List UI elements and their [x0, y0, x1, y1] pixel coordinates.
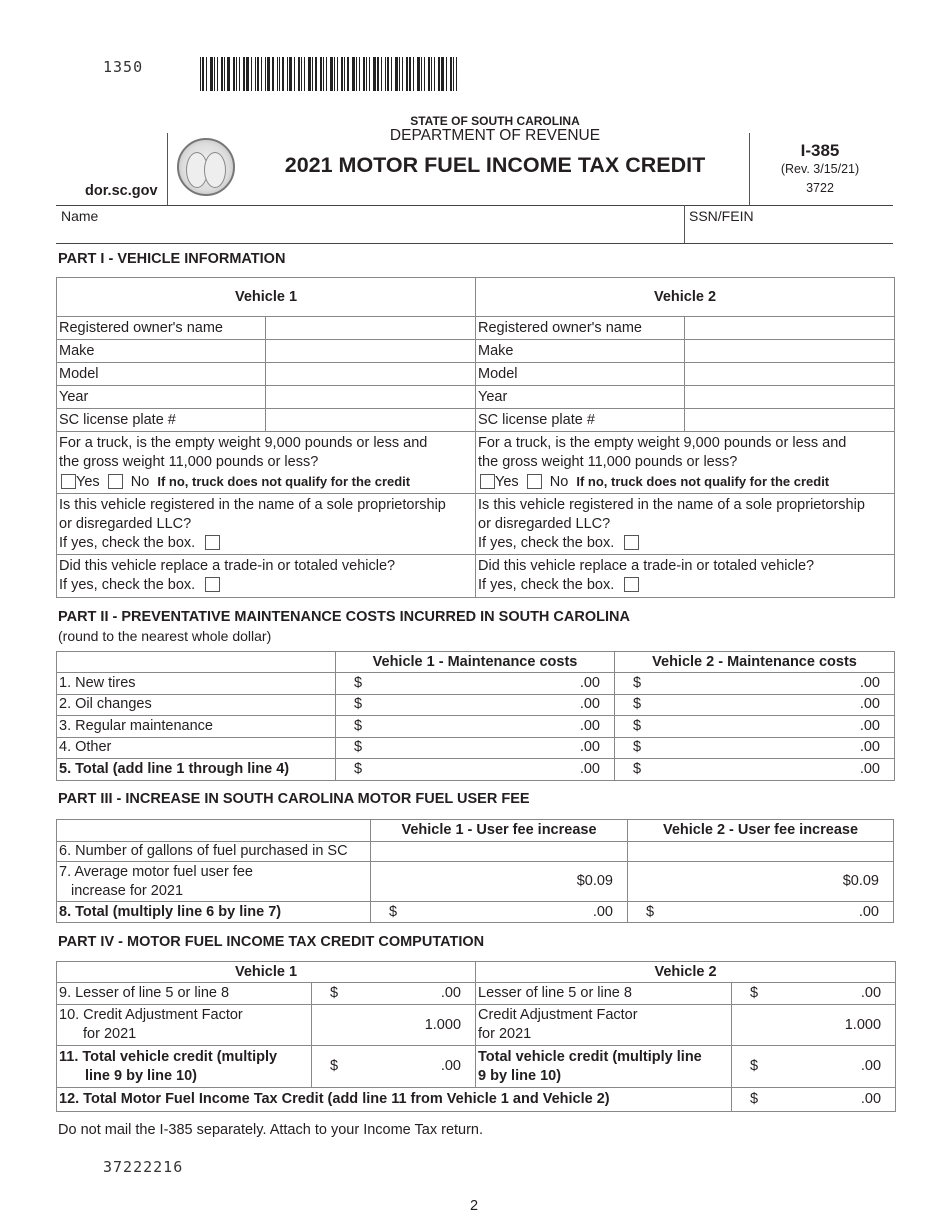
ocr-form-id: 1350 [103, 58, 144, 76]
row-label-line: increase for 2021 [71, 882, 184, 899]
currency-symbol: $ [750, 985, 759, 1001]
maintenance-table [56, 651, 895, 781]
question-text: Is this vehicle registered in the name of a sole proprietorship [59, 496, 446, 513]
row-label: 12. Total Motor Fuel Income Tax Credit (add line 11 from Vehicle 1 and Vehicle 2) [57, 1088, 732, 1112]
row-label: 4. Other [57, 737, 336, 759]
name-input[interactable] [60, 224, 680, 242]
v2-heading: Vehicle 2 [476, 962, 896, 983]
v1-plate-input[interactable] [266, 409, 476, 432]
question-text: the gross weight 11,000 pounds or less? [59, 453, 319, 470]
truck-note: If no, truck does not qualify for the credit [576, 473, 830, 489]
truck-note: If no, truck does not qualify for the credit [157, 473, 411, 489]
row-label-line: line 9 by line 10) [85, 1067, 198, 1084]
question-text: For a truck, is the empty weight 9,000 pounds or less and [59, 434, 428, 451]
v1-gallons-input[interactable] [371, 842, 628, 862]
v1-avg-fee-value [371, 862, 628, 902]
row-label: Lesser of line 5 or line 8 [476, 983, 732, 1005]
table-row [57, 1005, 896, 1046]
row-label-line: Credit Adjustment Factor [478, 1007, 638, 1023]
total-credit-value[interactable] [732, 1088, 896, 1112]
field-label: SC license plate # [476, 409, 685, 432]
credit-computation-table [56, 961, 896, 1112]
currency-symbol: $ [633, 739, 642, 756]
form-revision: (Rev. 3/15/21) [780, 162, 860, 176]
currency-symbol: $ [750, 1091, 759, 1107]
v1-sole-prop-checkbox[interactable] [205, 535, 220, 550]
v1-sole-prop-question [57, 494, 476, 555]
state-seal-icon [177, 138, 235, 196]
v2-new-tires-input[interactable] [615, 673, 895, 695]
question-text: or disregarded LLC? [478, 515, 611, 532]
row-label-line: 9 by line 10) [478, 1067, 562, 1084]
amount-value: 1.000 [424, 1016, 462, 1033]
row-label-line: Total vehicle credit (multiply line [478, 1048, 702, 1065]
v2-trade-in-question [476, 555, 895, 598]
amount-value: .00 [592, 903, 613, 920]
row-label [57, 1046, 312, 1088]
v2-lesser-value[interactable] [732, 983, 896, 1005]
table-row [57, 902, 894, 923]
amount-value: .00 [859, 696, 880, 713]
field-label: Model [476, 363, 685, 386]
field-label: Registered owner's name [476, 317, 685, 340]
v1-total-maintenance-input[interactable] [336, 759, 615, 781]
state-name: STATE OF SOUTH CAROLINA [410, 114, 580, 128]
table-row [57, 1046, 896, 1088]
row-label: 3. Regular maintenance [57, 716, 336, 738]
currency-symbol: $ [330, 1058, 339, 1074]
currency-symbol: $ [633, 674, 642, 691]
v2-user-fee-header: Vehicle 2 - User fee increase [628, 820, 894, 842]
v1-maintenance-header: Vehicle 1 - Maintenance costs [336, 652, 615, 673]
name-label: Name [61, 208, 99, 224]
amount-value: .00 [860, 1091, 882, 1107]
question-text: the gross weight 11,000 pounds or less? [478, 453, 738, 470]
row-label [476, 1005, 732, 1046]
yes-label: Yes [76, 473, 100, 490]
v2-adjustment-factor [732, 1005, 896, 1046]
page-title: 2021 MOTOR FUEL INCOME TAX CREDIT [284, 153, 706, 177]
divider [56, 243, 893, 244]
table-row [57, 716, 895, 738]
v1-year-input[interactable] [266, 386, 476, 409]
v2-sole-prop-checkbox[interactable] [624, 535, 639, 550]
v2-total-maintenance-input[interactable] [615, 759, 895, 781]
v1-other-input[interactable] [336, 737, 615, 759]
question-text: If yes, check the box. [478, 534, 615, 551]
v2-oil-changes-input[interactable] [615, 694, 895, 716]
field-label: Make [476, 340, 685, 363]
field-label: Make [57, 340, 266, 363]
row-label-line: for 2021 [83, 1026, 137, 1042]
vehicle2-heading: Vehicle 2 [476, 278, 895, 317]
ocr-form-code: 37222216 [103, 1158, 184, 1176]
currency-symbol: $ [633, 760, 642, 777]
row-label-line: for 2021 [478, 1026, 532, 1042]
part2-title: PART II - PREVENTATIVE MAINTENANCE COSTS INCURRED IN SOUTH CAROLINA [58, 609, 630, 625]
currency-symbol: $ [646, 903, 655, 920]
field-label: SC license plate # [57, 409, 266, 432]
department-name: DEPARTMENT OF REVENUE [389, 127, 601, 144]
currency-symbol: $ [633, 696, 642, 713]
v2-truck-no-checkbox[interactable] [527, 474, 542, 489]
amount-value: $0.09 [576, 873, 613, 889]
v2-avg-fee-value [628, 862, 894, 902]
row-label: 6. Number of gallons of fuel purchased in SC [57, 842, 371, 862]
v1-truck-question [57, 432, 476, 494]
v2-owner-input[interactable] [685, 317, 895, 340]
row-label-line: 11. Total vehicle credit (multiply [59, 1048, 278, 1065]
currency-symbol: $ [354, 674, 363, 691]
website-label: dor.sc.gov [85, 183, 158, 199]
question-text: or disregarded LLC? [59, 515, 192, 532]
no-label: No [549, 473, 569, 490]
amount-value: .00 [579, 739, 600, 756]
empty-header [57, 820, 371, 842]
row-label: 9. Lesser of line 5 or line 8 [57, 983, 312, 1005]
empty-header [57, 652, 336, 673]
amount-value: .00 [859, 674, 880, 691]
amount-value: $0.09 [842, 873, 879, 889]
table-row [57, 983, 896, 1005]
form-number: I-385 [800, 141, 840, 160]
header-divider [749, 133, 750, 205]
v2-plate-input[interactable] [685, 409, 895, 432]
field-label: Year [476, 386, 685, 409]
currency-symbol: $ [389, 903, 398, 920]
table-row [57, 673, 895, 695]
v2-maintenance-header: Vehicle 2 - Maintenance costs [615, 652, 895, 673]
v2-sole-prop-question [476, 494, 895, 555]
amount-value: .00 [858, 903, 879, 920]
row-label [57, 1005, 312, 1046]
v1-lesser-value[interactable] [312, 983, 476, 1005]
row-label-line: 10. Credit Adjustment Factor [59, 1007, 243, 1023]
v2-total-credit-value[interactable] [732, 1046, 896, 1088]
header-divider [167, 133, 168, 205]
vehicle-info-table [56, 277, 895, 598]
v2-trade-in-checkbox[interactable] [624, 577, 639, 592]
v1-user-fee-total-input[interactable] [371, 902, 628, 923]
question-text: Is this vehicle registered in the name of a sole proprietorship [478, 496, 865, 513]
v1-new-tires-input[interactable] [336, 673, 615, 695]
part1-title: PART I - VEHICLE INFORMATION [58, 251, 286, 267]
table-row [57, 1088, 896, 1112]
row-label: 2. Oil changes [57, 694, 336, 716]
amount-value: .00 [579, 696, 600, 713]
question-text: If yes, check the box. [478, 577, 615, 593]
v1-truck-no-checkbox[interactable] [108, 474, 123, 489]
v1-truck-yes-checkbox[interactable] [61, 474, 76, 489]
table-row [57, 737, 895, 759]
v2-regular-maintenance-input[interactable] [615, 716, 895, 738]
v2-model-input[interactable] [685, 363, 895, 386]
question-text: Did this vehicle replace a trade-in or totaled vehicle? [478, 558, 815, 574]
table-row [57, 759, 895, 781]
table-row [57, 842, 894, 862]
amount-value: 1.000 [844, 1016, 882, 1033]
row-label: 1. New tires [57, 673, 336, 695]
currency-symbol: $ [354, 739, 363, 756]
v1-user-fee-header: Vehicle 1 - User fee increase [371, 820, 628, 842]
amount-value: .00 [860, 985, 882, 1001]
yes-label: Yes [495, 473, 519, 490]
question-text: Did this vehicle replace a trade-in or totaled vehicle? [59, 558, 396, 574]
currency-symbol: $ [330, 985, 339, 1001]
v2-user-fee-total-input[interactable] [628, 902, 894, 923]
table-row [57, 694, 895, 716]
v1-adjustment-factor [312, 1005, 476, 1046]
v2-year-input[interactable] [685, 386, 895, 409]
row-label: 8. Total (multiply line 6 by line 7) [57, 902, 371, 923]
v1-oil-changes-input[interactable] [336, 694, 615, 716]
amount-value: .00 [579, 717, 600, 734]
v2-other-input[interactable] [615, 737, 895, 759]
v2-truck-yes-checkbox[interactable] [480, 474, 495, 489]
amount-value: .00 [440, 985, 462, 1001]
field-label: Model [57, 363, 266, 386]
v2-truck-question [476, 432, 895, 494]
mailing-note: Do not mail the I-385 separately. Attach to your Income Tax return. [58, 1122, 484, 1138]
row-label [476, 1046, 732, 1088]
field-label: Registered owner's name [57, 317, 266, 340]
v2-make-input[interactable] [685, 340, 895, 363]
row-label: 5. Total (add line 1 through line 4) [57, 759, 336, 781]
amount-value: .00 [859, 717, 880, 734]
currency-symbol: $ [750, 1058, 759, 1074]
v1-trade-in-question [57, 555, 476, 598]
question-text: For a truck, is the empty weight 9,000 pounds or less and [478, 434, 847, 451]
row-label-line: 7. Average motor fuel user fee [59, 863, 253, 880]
amount-value: .00 [860, 1058, 882, 1074]
divider [56, 205, 893, 206]
barcode-icon [200, 57, 470, 91]
part2-subtitle: (round to the nearest whole dollar) [58, 628, 272, 644]
row-label [57, 862, 371, 902]
page-number: 2 [470, 1198, 479, 1214]
v1-make-input[interactable] [266, 340, 476, 363]
form-code: 3722 [806, 181, 834, 195]
divider [684, 205, 685, 243]
amount-value: .00 [859, 739, 880, 756]
v1-trade-in-checkbox[interactable] [205, 577, 220, 592]
currency-symbol: $ [633, 717, 642, 734]
amount-value: .00 [440, 1058, 462, 1074]
part3-title: PART III - INCREASE IN SOUTH CAROLINA MOTOR FUEL USER FEE [58, 791, 530, 807]
field-label: Year [57, 386, 266, 409]
currency-symbol: $ [354, 760, 363, 777]
v1-total-credit-value[interactable] [312, 1046, 476, 1088]
ssn-input[interactable] [690, 224, 890, 242]
question-text: If yes, check the box. [59, 534, 196, 551]
amount-value: .00 [579, 760, 600, 777]
no-label: No [130, 473, 150, 490]
part4-title: PART IV - MOTOR FUEL INCOME TAX CREDIT COMPUTATION [58, 934, 485, 950]
v1-owner-input[interactable] [266, 317, 476, 340]
v1-heading: Vehicle 1 [57, 962, 476, 983]
user-fee-table [56, 819, 894, 923]
vehicle1-heading: Vehicle 1 [57, 278, 476, 317]
currency-symbol: $ [354, 696, 363, 713]
amount-value: .00 [859, 760, 880, 777]
v1-regular-maintenance-input[interactable] [336, 716, 615, 738]
amount-value: .00 [579, 674, 600, 691]
ssn-label: SSN/FEIN [689, 208, 754, 224]
table-row [57, 862, 894, 902]
v1-model-input[interactable] [266, 363, 476, 386]
currency-symbol: $ [354, 717, 363, 734]
v2-gallons-input[interactable] [628, 842, 894, 862]
question-text: If yes, check the box. [59, 577, 196, 593]
